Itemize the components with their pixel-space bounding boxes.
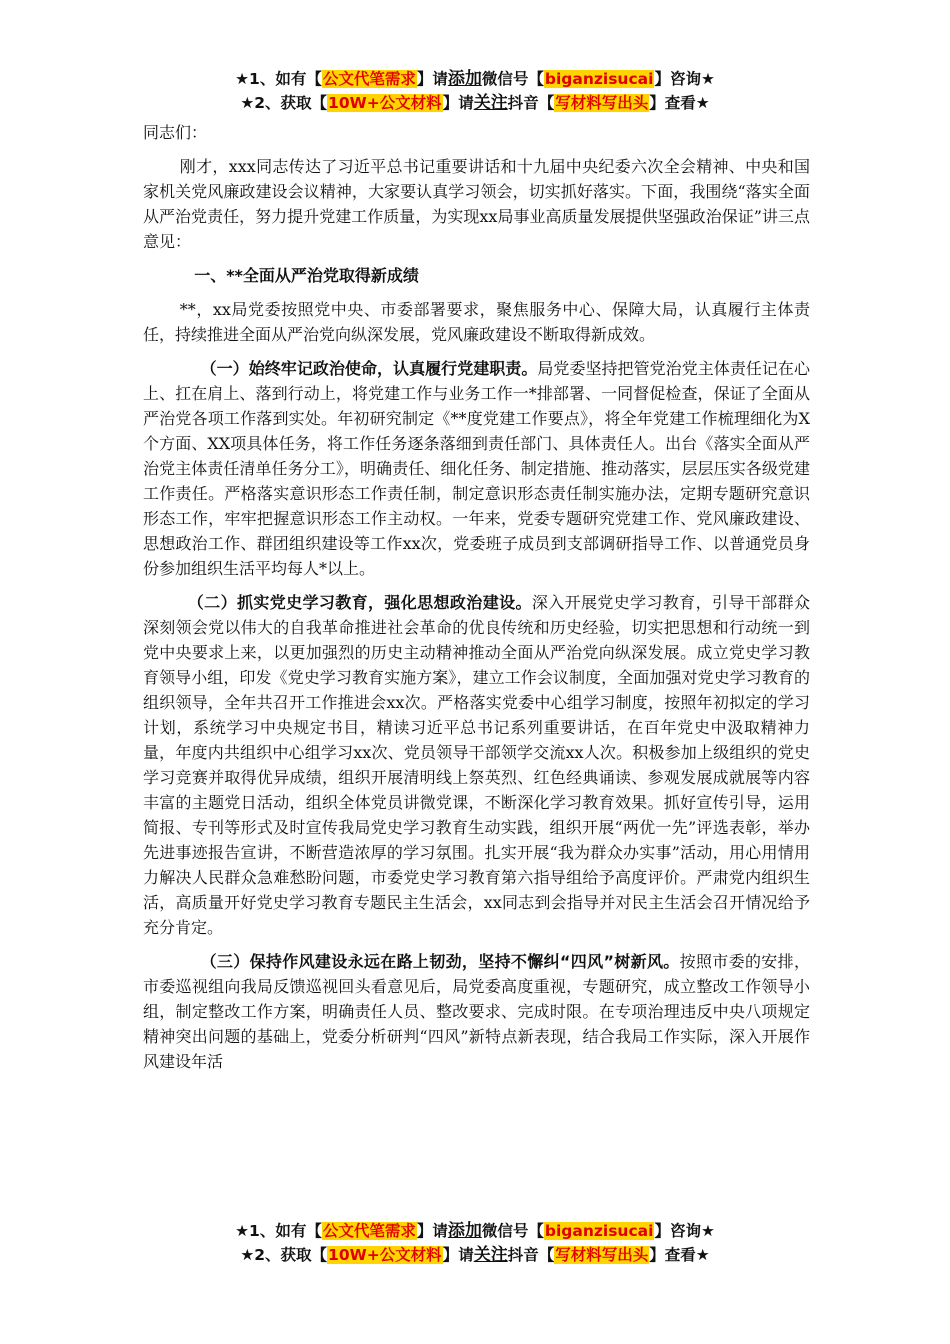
banner-emphasis: 关注	[473, 1245, 508, 1265]
banner-text: 抖音【	[507, 94, 555, 112]
banner-line-2	[0, 1243, 950, 1267]
subsection-2-title: （二）抓实党史学习教育，强化思想政治建设。	[187, 593, 532, 612]
banner-highlight: 公文代笔需求	[322, 1222, 416, 1240]
banner-text: 】咨询★	[654, 70, 715, 88]
banner-highlight: 10W+公文材料	[328, 94, 442, 112]
banner-text: 】请	[416, 1222, 448, 1240]
banner-emphasis: 添加	[447, 1221, 482, 1241]
banner-text: 微信号【	[481, 1222, 544, 1240]
bottom-banner	[0, 1219, 950, 1267]
banner-emphasis: 添加	[447, 69, 482, 89]
banner-line-1	[0, 1219, 950, 1243]
subsection-1-paragraph	[143, 356, 810, 581]
top-banner	[0, 67, 950, 115]
salutation: 同志们：	[143, 123, 208, 142]
subsection-3-paragraph	[143, 949, 810, 1074]
banner-text: 】咨询★	[654, 1222, 715, 1240]
document-body	[143, 120, 810, 1074]
banner-text: 】查看★	[649, 1246, 710, 1264]
banner-highlight: 写材料写出头	[555, 94, 649, 112]
subsection-3-title: （三）保持作风建设永远在路上韧劲，坚持不懈纠“四风”树新风。	[200, 952, 680, 971]
banner-text: ★1、如有【	[235, 1222, 322, 1240]
subsection-2-body: 深入开展党史学习教育，引导干部群众深刻领会党以伟大的自我革命推进社会革命的优良传统和历史经验，切实把思想和行动统一到党中央要求上来，以更加强烈的历史主动精神推动全面从严治党向纵深发展。成立党史学习教育领导小组，印发《党史学习教育实施方案》，建立工作会议制度，全面加强对党史学习教育的组织领导，全年共召开工作推进会xx次。严格落实党委中心组学习制度，按照年初拟定的学习计划，系统学习中央规定书目，精读习近平总书记系列重要讲话，在百年党史中汲取精神力量，年度内共组织中心组学习xx次、党员领导干部领学交流xx人次。积极参加上级组织的党史学习竞赛并取得优异成绩，组织开展清明线上祭英烈、红色经典诵读、参观发展成就展等内容丰富的主题党日活动，组织全体党员讲微党课，不断深化学习教育效果。抓好宣传引导，运用简报、专刊等形式及时宣传我局党史学习教育生动实践，组织开展“两优一先”评选表彰，举办先进事迹报告宣讲，不断营造浓厚的学习氛围。扎实开展“我为群众办实事”活动，用心用情用力解决人民群众急难愁盼问题，市委党史学习教育第六指导组给予高度评价。严肃党内组织生活，高质量开好党史学习教育专题民主生活会，xx同志到会指导并对民主生活会召开情况给予充分肯定。	[143, 593, 810, 937]
banner-highlight: biganzisucai	[544, 1222, 654, 1240]
banner-emphasis: 关注	[473, 93, 508, 113]
banner-text: ★2、获取【	[240, 1246, 328, 1264]
banner-text: 】请	[442, 94, 474, 112]
section-1-heading: 一、**全面从严治党取得新成绩	[194, 266, 419, 285]
banner-highlight: 公文代笔需求	[322, 70, 416, 88]
banner-highlight: 10W+公文材料	[328, 1246, 442, 1264]
section-1-intro: **，xx局党委按照党中央、市委部署要求，聚焦服务中心、保障大局，认真履行主体责任，持续推进全面从严治党向纵深发展，党风廉政建设不断取得新成效。	[143, 300, 810, 344]
banner-text: ★2、获取【	[240, 94, 328, 112]
banner-text: 抖音【	[507, 1246, 555, 1264]
subsection-1-title: （一）始终牢记政治使命，认真履行党建职责。	[200, 359, 538, 378]
banner-line-2	[0, 91, 950, 115]
banner-text: 】查看★	[649, 94, 710, 112]
subsection-2-paragraph	[143, 590, 810, 940]
banner-highlight: biganzisucai	[544, 70, 654, 88]
subsection-1-body: 局党委坚持把管党治党主体责任记在心上、扛在肩上、落到行动上，将党建工作与业务工作一*排部署、一同督促检查，保证了全面从严治党各项工作落到实处。年初研究制定《**度党建工作要点》，将全年党建工作梳理细化为X个方面、XX项具体任务，将工作任务逐条落细到责任部门、具体责任人。出台《落实全面从严治党主体责任清单任务分工》，明确责任、细化任务、制定措施、推动落实，层层压实各级党建工作责任。严格落实意识形态工作责任制，制定意识形态责任制实施办法，定期专题研究意识形态工作，牢牢把握意识形态工作主动权。一年来，党委专题研究党建工作、党风廉政建设、思想政治工作、群团组织建设等工作xx次，党委班子成员到支部调研指导工作、以普通党员身份参加组织生活平均每人*以上。	[143, 359, 810, 578]
banner-text: 】请	[442, 1246, 474, 1264]
banner-line-1	[0, 67, 950, 91]
banner-text: ★1、如有【	[235, 70, 322, 88]
banner-text: 】请	[416, 70, 448, 88]
banner-text: 微信号【	[481, 70, 544, 88]
banner-highlight: 写材料写出头	[555, 1246, 649, 1264]
subsection-3-body: 按照市委的安排，市委巡视组向我局反馈巡视回头看意见后，局党委高度重视，专题研究，成立整改工作领导小组，制定整改工作方案，明确责任人员、整改要求、完成时限。在专项治理违反中央八项规定精神突出问题的基础上，党委分析研判“四风”新特点新表现，结合我局工作实际，深入开展作风建设年活	[143, 952, 810, 1071]
intro-paragraph: 刚才，xxx同志传达了习近平总书记重要讲话和十九届中央纪委六次全会精神、中央和国家机关党风廉政建设会议精神，大家要认真学习领会，切实抓好落实。下面，我围绕“落实全面从严治党责任，努力提升党建工作质量，为实现xx局事业高质量发展提供坚强政治保证”讲三点意见：	[143, 157, 810, 251]
